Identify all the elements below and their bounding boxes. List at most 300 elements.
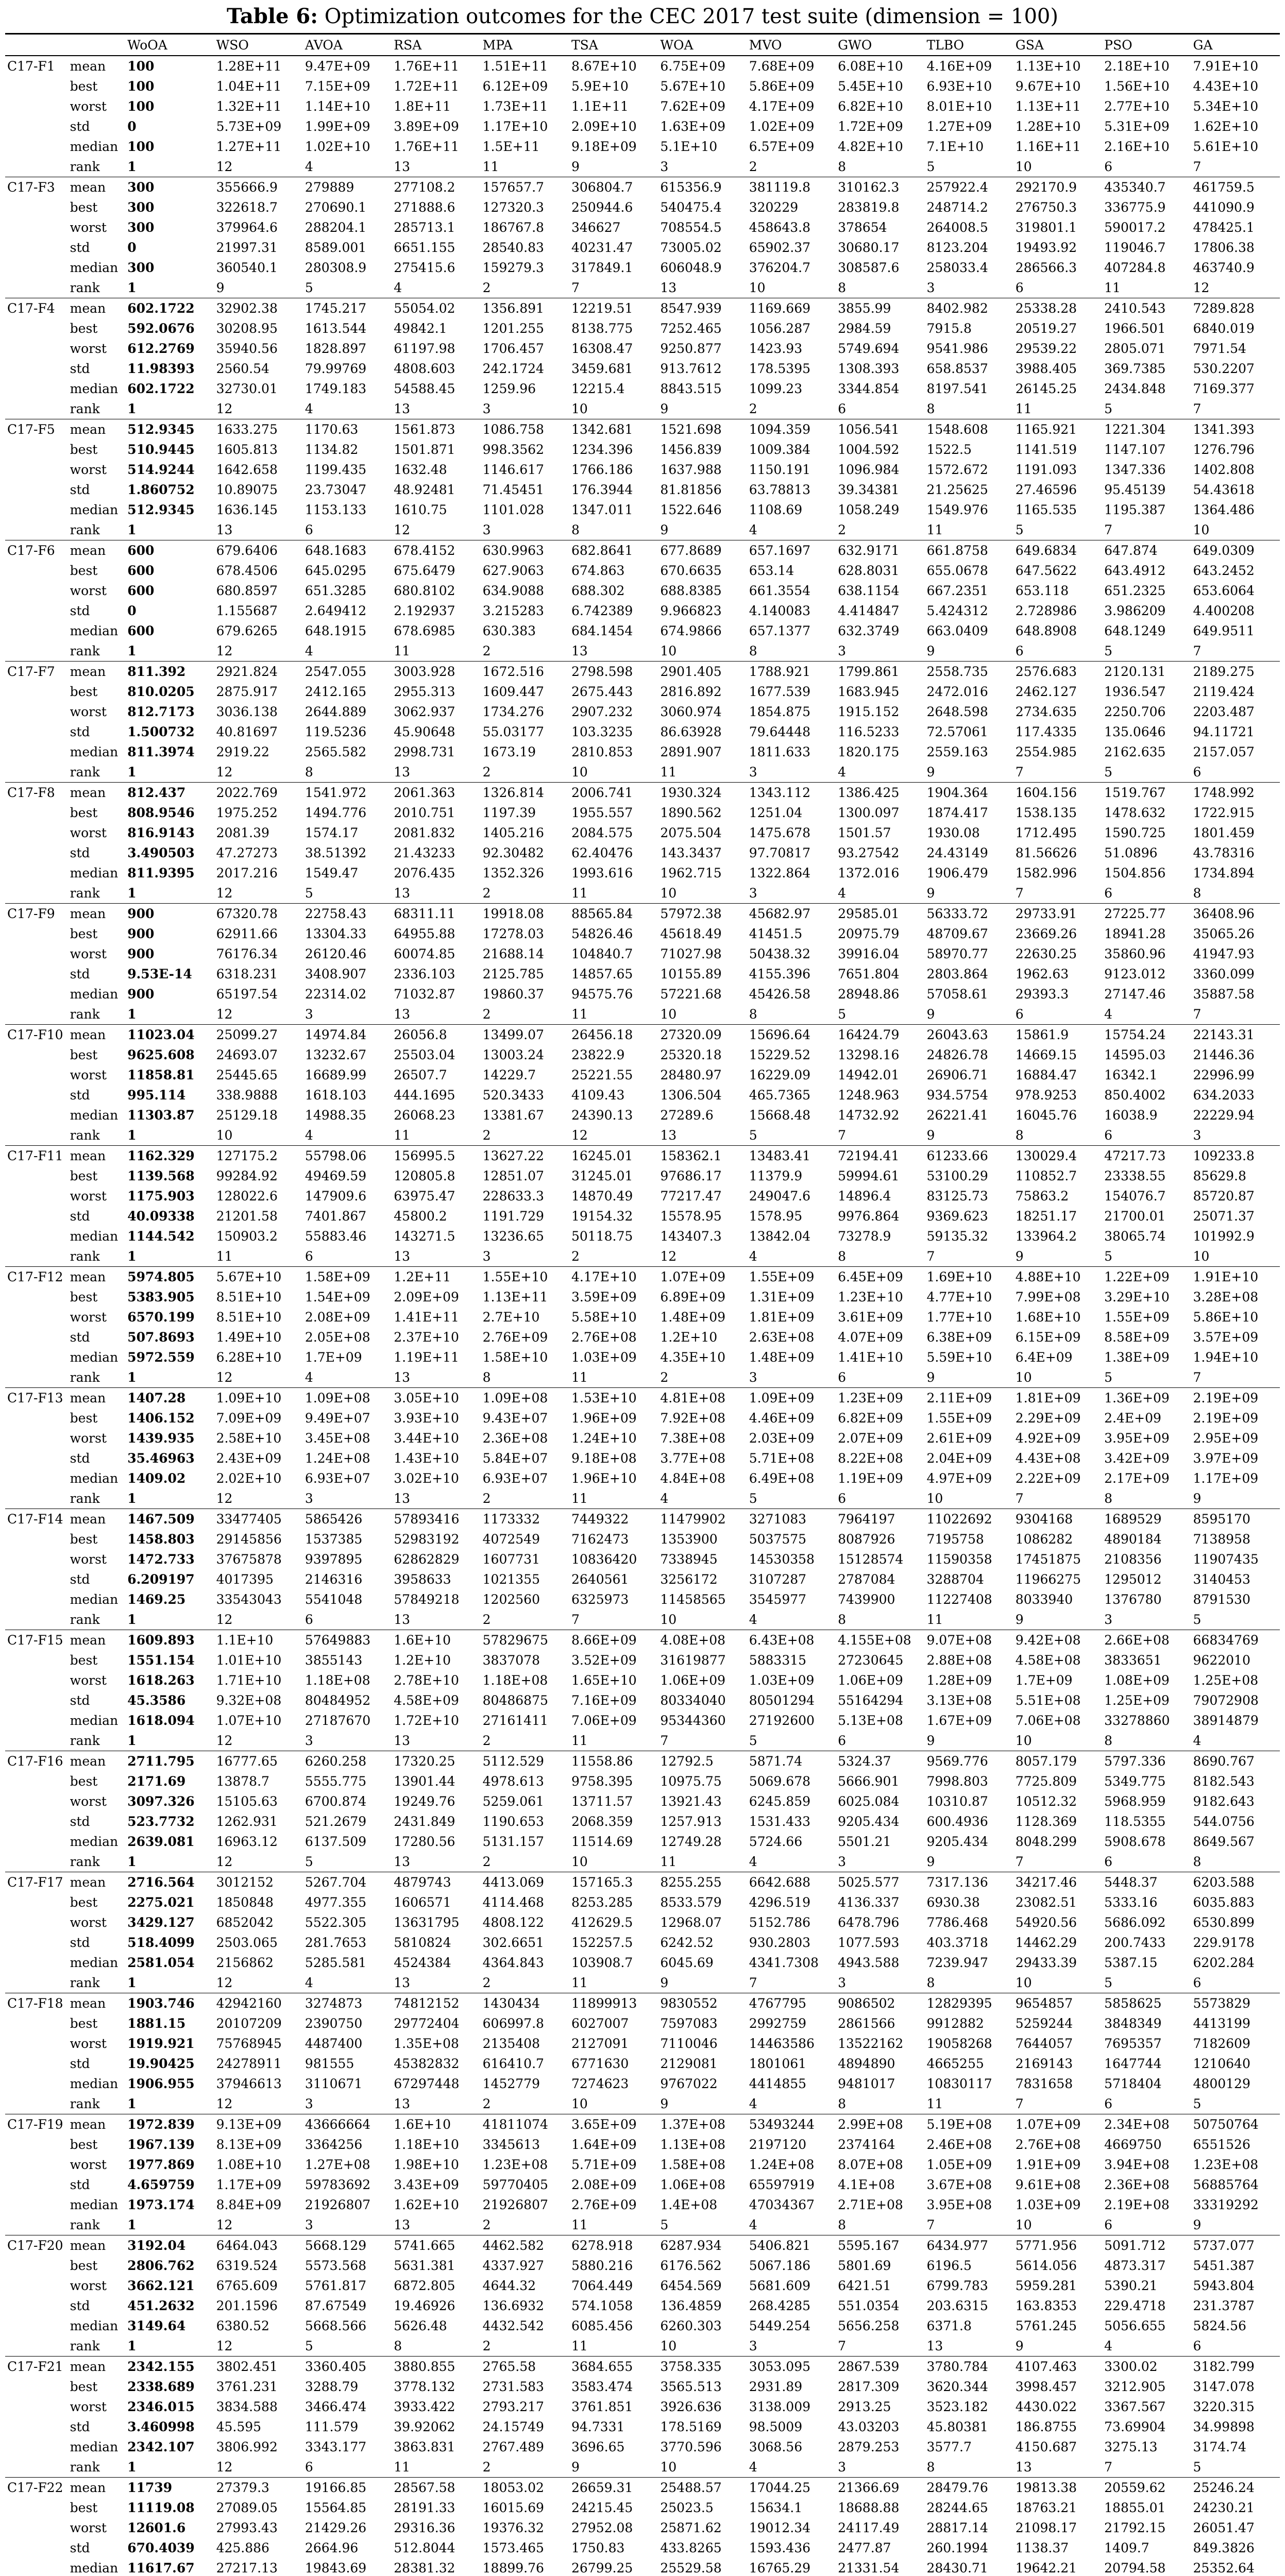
value-cell: 4808.603 [394,361,455,376]
value-cell: 19918.08 [481,904,569,924]
stat-label: std [70,603,90,618]
table-caption [0,0,1285,33]
value-cell: 159279.3 [482,260,544,275]
value-cell: 6371.8 [926,2318,972,2333]
stat-label: std [70,2298,90,2313]
value-cell: 2.19E+08 [1104,2197,1170,2212]
value-cell: 3.77E+08 [660,1451,726,1466]
value-cell: 1.6E+10 [392,2114,480,2135]
value-cell: 3583.474 [571,2379,633,2394]
value-cell: 9205.434 [838,1814,900,1829]
value-cell: 28948.86 [838,987,900,1002]
table-row [5,217,1280,238]
value-cell: 1531.433 [749,1814,811,1829]
value-cell: 2.11E+09 [924,1388,1013,1409]
value-cell: 1439.935 [127,1431,195,1446]
value-cell: 2861566 [838,2016,895,2031]
value-cell: 1673.19 [482,744,536,759]
table-row [5,1125,1280,1146]
value-cell: 43666664 [303,2114,392,2135]
value-cell: 1165.535 [1015,502,1077,517]
value-cell: 39.34381 [838,482,900,497]
value-cell: 4665255 [926,2056,984,2071]
value-cell: 29772404 [394,2016,460,2031]
value-cell: 1.38E+09 [1104,1350,1170,1365]
value-cell: 8 [926,2460,935,2475]
value-cell: 5 [1104,1370,1113,1385]
value-cell: 9304168 [1013,1509,1102,1530]
value-cell: 12 [216,1370,233,1385]
value-cell: 7 [571,1612,580,1627]
function-name [5,2336,68,2357]
value-cell: 6 [1015,1007,1024,1022]
value-cell: 24278911 [216,2056,282,2071]
value-cell: 4487400 [305,2036,363,2051]
value-cell: 913.7612 [660,361,722,376]
value-cell: 11558.86 [569,1751,658,1772]
value-cell: 5259.061 [482,1794,544,1809]
value-cell: 1.28E+09 [926,1673,992,1688]
value-cell: 6434.977 [924,2235,1013,2256]
value-cell: 1.32E+11 [216,99,282,114]
value-cell: 88565.84 [569,904,658,924]
value-cell: 136.6932 [482,2298,544,2313]
column-header: RSA [394,37,422,53]
value-cell: 512.9345 [125,419,214,440]
value-cell: 6035.883 [1193,1895,1255,1910]
value-cell: 1504.856 [1104,866,1166,880]
value-cell: 6651.155 [394,240,455,255]
table-row [5,1327,1280,1347]
value-cell: 6.43E+08 [747,1630,836,1651]
value-cell: 1.43E+10 [394,1451,459,1466]
value-cell: 551.0354 [838,2298,900,2313]
value-cell: 76176.34 [216,946,278,961]
value-cell: 18941.28 [1104,926,1166,941]
table-row [5,460,1280,480]
value-cell: 9625.608 [127,1047,195,1062]
value-cell: 3060.974 [660,704,722,719]
value-cell: 310162.3 [836,177,924,198]
value-cell: 3802.451 [214,2357,303,2377]
value-cell: 9 [1015,1612,1024,1627]
value-cell: 9 [660,1975,669,1990]
value-cell: 6202.284 [1193,1955,1255,1970]
value-cell: 930.2803 [749,1935,811,1950]
value-cell: 684.1454 [571,623,633,638]
value-cell: 7 [660,1733,669,1748]
table-row [5,742,1280,762]
value-cell: 1973.174 [127,2197,195,2212]
value-cell: 1.2E+11 [392,1267,480,1287]
value-cell: 6530.899 [1193,1915,1255,1930]
function-name [5,1811,68,1832]
value-cell: 57829675 [481,1630,569,1651]
value-cell: 11 [1015,401,1032,416]
value-cell: 2.76E+08 [1015,2137,1081,2152]
value-cell: 23338.55 [1104,1168,1166,1183]
stat-label: rank [70,886,100,901]
value-cell: 136.4859 [660,2298,722,2313]
value-cell: 45426.58 [749,987,811,1002]
value-cell: 412629.5 [571,1915,633,1930]
function-name: C17-F4 [5,298,68,319]
value-cell: 2565.582 [305,744,367,759]
value-cell: 14870.49 [571,1189,633,1204]
value-cell: 7 [1193,1007,1202,1022]
value-cell: 4.84E+08 [660,1471,726,1486]
value-cell: 3220.315 [1193,2399,1255,2414]
value-cell: 1.31E+09 [749,1290,815,1304]
value-cell: 16038.9 [1104,1108,1158,1123]
value-cell: 22758.43 [303,904,392,924]
function-name [5,2296,68,2316]
column-header: GWO [838,37,872,53]
value-cell: 11 [571,1733,588,1748]
value-cell: 1.25E+08 [1193,1673,1259,1688]
value-cell: 19860.37 [482,987,544,1002]
stat-label: rank [70,2338,100,2353]
value-cell: 7195758 [926,1532,984,1547]
value-cell: 1409.02 [127,1471,186,1486]
value-cell: 4890184 [1104,1532,1162,1547]
stat-label: rank [70,1975,100,1990]
value-cell: 13878.7 [216,1774,269,1789]
value-cell: 645.0295 [305,563,367,578]
table-row [5,298,1280,319]
function-name [5,137,68,157]
value-cell: 1590.725 [1104,825,1166,840]
value-cell: 1.96E+09 [571,1411,637,1426]
value-cell: 28479.76 [924,2478,1013,2498]
value-cell: 1.28E+11 [214,56,303,76]
value-cell: 7 [1015,765,1024,779]
value-cell: 8547.939 [658,298,747,319]
value-cell: 5.59E+10 [926,1350,992,1365]
table-row [5,662,1280,682]
stat-label: median [70,1955,119,1970]
value-cell: 520.3433 [482,1088,544,1103]
function-name [5,2377,68,2397]
value-cell: 3855143 [305,1653,363,1668]
value-cell: 4 [305,643,313,658]
value-cell: 33319292 [1193,2197,1259,2212]
value-cell: 157165.3 [569,1872,658,1893]
value-cell: 11479902 [658,1509,747,1530]
value-cell: 1890.562 [660,805,722,820]
value-cell: 21201.58 [216,1209,278,1224]
value-cell: 606048.9 [660,260,722,275]
value-cell: 1.72E+10 [394,1713,459,1728]
table-row [5,1166,1280,1186]
value-cell: 4072549 [482,1532,540,1547]
value-cell: 2022.769 [214,783,303,803]
value-cell: 119046.7 [1104,240,1166,255]
value-cell: 1.09E+08 [481,1388,569,1409]
value-cell: 9.07E+08 [924,1630,1013,1651]
value-cell: 2 [482,2096,491,2111]
table-row [5,702,1280,722]
value-cell: 13 [660,280,677,295]
value-cell: 279889 [303,177,392,198]
value-cell: 7.99E+08 [1015,1290,1081,1304]
value-cell: 5 [1104,1249,1113,1264]
value-cell: 5 [1193,2460,1202,2475]
value-cell: 6.93E+07 [482,1471,548,1486]
value-cell: 1322.864 [749,866,811,880]
value-cell: 1101.028 [482,502,544,517]
function-name [5,2518,68,2538]
value-cell: 3288.79 [305,2379,359,2394]
value-cell: 80334040 [660,1693,726,1708]
value-cell: 1.91E+09 [1015,2157,1081,2172]
table-row [5,2195,1280,2215]
value-cell: 11966275 [1015,1572,1081,1587]
value-cell: 1138.37 [1015,2540,1069,2555]
value-cell: 3662.121 [127,2278,195,2293]
value-cell: 11.98393 [127,361,195,376]
value-cell: 38.51392 [305,845,367,860]
value-cell: 2135408 [482,2036,540,2051]
value-cell: 379964.6 [216,220,278,235]
stat-label: median [70,381,119,396]
stat-label: std [70,361,90,376]
value-cell: 5 [1193,1612,1202,1627]
value-cell: 7169.377 [1193,381,1255,396]
value-cell: 54920.56 [1015,1915,1077,1930]
value-cell: 1609.447 [482,684,544,699]
value-cell: 20107209 [216,2016,282,2031]
table-row [5,1933,1280,1953]
value-cell: 1749.183 [305,381,367,396]
value-cell: 9 [660,2096,669,2111]
value-cell: 21.43233 [394,845,455,860]
value-cell: 4669750 [1104,2137,1162,2152]
value-cell: 8 [838,280,846,295]
value-cell: 13901.44 [394,1774,455,1789]
table-row [5,561,1280,581]
value-cell: 3036.138 [216,704,278,719]
value-cell: 6 [305,1249,313,1264]
value-cell: 27161411 [482,1713,548,1728]
value-cell: 1.02E+10 [305,139,370,154]
stat-label: median [70,744,119,759]
value-cell: 11899913 [569,1993,658,2014]
value-cell: 8 [749,1007,757,1022]
value-cell: 6260.258 [303,1751,392,1772]
value-cell: 19166.85 [303,2478,392,2498]
table-row [5,278,1280,298]
value-cell: 6 [1015,643,1024,658]
value-cell: 20975.79 [838,926,900,941]
value-cell: 2.95E+09 [1193,1431,1259,1446]
column-header: WOA [660,37,694,53]
value-cell: 93.27542 [838,845,900,860]
value-cell: 3 [749,765,757,779]
value-cell: 2.61E+09 [926,1431,992,1446]
value-cell: 6765.609 [216,2278,278,2293]
value-cell: 157657.7 [481,177,569,198]
value-cell: 5 [926,159,935,174]
value-cell: 2711.795 [125,1751,214,1772]
value-cell: 3003.928 [392,662,480,682]
value-cell: 57893416 [392,1509,480,1530]
value-cell: 1.19E+11 [394,1350,459,1365]
value-cell: 257922.4 [924,177,1013,198]
value-cell: 1537385 [305,1532,363,1547]
table-row [5,1529,1280,1549]
value-cell: 49469.59 [305,1168,367,1183]
value-cell: 3523.182 [926,2399,988,2414]
value-cell: 1004.592 [838,442,900,457]
value-cell: 606997.8 [482,2016,544,2031]
value-cell: 3.97E+09 [1193,1451,1259,1466]
value-cell: 7 [1015,886,1024,901]
value-cell: 322618.7 [216,200,278,215]
value-cell: 6 [1104,1128,1113,1143]
stat-label: std [70,2177,90,2192]
stat-label: best [70,1895,98,1910]
value-cell: 48.92481 [394,482,455,497]
value-cell: 1191.093 [1015,462,1077,477]
value-cell: 29585.01 [836,904,924,924]
value-cell: 4.88E+10 [1013,1267,1102,1287]
value-cell: 1609.893 [125,1630,214,1651]
value-cell: 4.155E+08 [836,1630,924,1651]
stat-label: std [70,1935,90,1950]
value-cell: 1972.839 [125,2114,214,2135]
value-cell: 4296.519 [749,1895,811,1910]
value-cell: 22996.99 [1193,1067,1255,1082]
value-cell: 100 [127,99,155,114]
value-cell: 21792.15 [1104,2520,1166,2535]
value-cell: 2.43E+09 [216,1451,282,1466]
value-cell: 1475.678 [749,825,811,840]
value-cell: 1.37E+08 [658,2114,747,2135]
column-header: MVO [749,37,782,53]
function-name [5,1166,68,1186]
value-cell: 5681.609 [749,2278,811,2293]
value-cell: 2639.081 [127,1834,195,1849]
value-cell: 18763.21 [1015,2500,1077,2515]
value-cell: 229.4718 [1104,2298,1166,2313]
function-name [5,1468,68,1488]
value-cell: 3256172 [660,1572,718,1587]
value-cell: 1.2E+10 [660,1330,718,1345]
value-cell: 5771.956 [1013,2235,1102,2256]
value-cell: 2554.985 [1015,744,1077,759]
value-cell: 10155.89 [660,967,722,981]
value-cell: 1.91E+10 [1191,1267,1280,1287]
value-cell: 3192.04 [125,2235,214,2256]
stat-label: rank [70,1612,100,1627]
value-cell: 7 [1015,2096,1024,2111]
value-cell: 675.6479 [394,563,455,578]
value-cell: 2129081 [660,2056,718,2071]
value-cell: 6.82E+10 [838,99,903,114]
value-cell: 2805.071 [1104,341,1166,356]
value-cell: 1.22E+09 [1102,1267,1191,1287]
value-cell: 1.27E+09 [926,119,992,134]
value-cell: 5 [305,1854,313,1869]
stat-label: worst [70,825,107,840]
value-cell: 1.07E+09 [1013,2114,1102,2135]
value-cell: 1.06E+08 [660,2177,726,2192]
value-cell: 12968.07 [660,1915,722,1930]
value-cell: 27187670 [305,1713,371,1728]
value-cell: 1636.145 [216,502,278,517]
value-cell: 1.36E+09 [1102,1388,1191,1409]
stat-label: mean [68,2235,126,2256]
value-cell: 26507.7 [394,1067,447,1082]
stat-label: std [70,845,90,860]
value-cell: 7289.828 [1191,298,1280,319]
value-cell: 13 [394,1612,411,1627]
value-cell: 201.1596 [216,2298,278,2313]
value-cell: 5.31E+09 [1104,119,1170,134]
value-cell: 9976.864 [838,1209,900,1224]
stat-label: mean [68,540,126,561]
value-cell: 2765.58 [481,2357,569,2377]
value-cell: 900 [127,946,155,961]
value-cell: 2.63E+08 [749,1330,815,1345]
value-cell: 85629.8 [1193,1168,1246,1183]
stat-label: rank [70,401,100,416]
function-name [5,2195,68,2215]
value-cell: 12 [216,401,233,416]
value-cell: 5 [1015,522,1024,537]
value-cell: 7.06E+08 [1015,1713,1081,1728]
value-cell: 5741.665 [392,2235,480,2256]
value-cell: 478425.1 [1193,220,1255,235]
value-cell: 5056.655 [1104,2318,1166,2333]
value-cell: 638.1154 [838,583,900,598]
value-cell: 8 [838,1612,846,1627]
value-cell: 5959.281 [1015,2278,1077,2293]
value-cell: 1.13E+11 [482,1290,548,1304]
value-cell: 7 [1193,159,1202,174]
value-cell: 9.18E+09 [571,139,637,154]
value-cell: 2806.762 [127,2258,195,2273]
value-cell: 6137.509 [305,1834,367,1849]
value-cell: 1356.891 [481,298,569,319]
value-cell: 649.9511 [1193,623,1255,638]
value-cell: 1606571 [394,1895,451,1910]
value-cell: 2189.275 [1191,662,1280,682]
value-cell: 1548.608 [924,419,1013,440]
value-cell: 19249.76 [394,1794,455,1809]
value-cell: 13 [571,643,588,658]
value-cell: 1472.733 [127,1552,195,1567]
value-cell: 4.35E+10 [660,1350,726,1365]
value-cell: 1262.931 [216,1814,278,1829]
value-cell: 28381.32 [394,2561,455,2575]
value-cell: 5555.775 [305,1774,367,1789]
function-name [5,2013,68,2033]
value-cell: 1 [127,1975,137,1990]
value-cell: 2640561 [571,1572,629,1587]
value-cell: 7.06E+09 [571,1713,637,1728]
value-cell: 8182.543 [1193,1774,1255,1789]
value-cell: 1.94E+10 [1193,1350,1259,1365]
table-row [5,783,1280,803]
value-cell: 1341.393 [1191,419,1280,440]
value-cell: 1689529 [1102,1509,1191,1530]
value-cell: 6.75E+09 [658,56,747,76]
value-cell: 26056.8 [392,1025,480,1045]
value-cell: 5324.37 [836,1751,924,1772]
value-cell: 8197.541 [926,381,988,396]
